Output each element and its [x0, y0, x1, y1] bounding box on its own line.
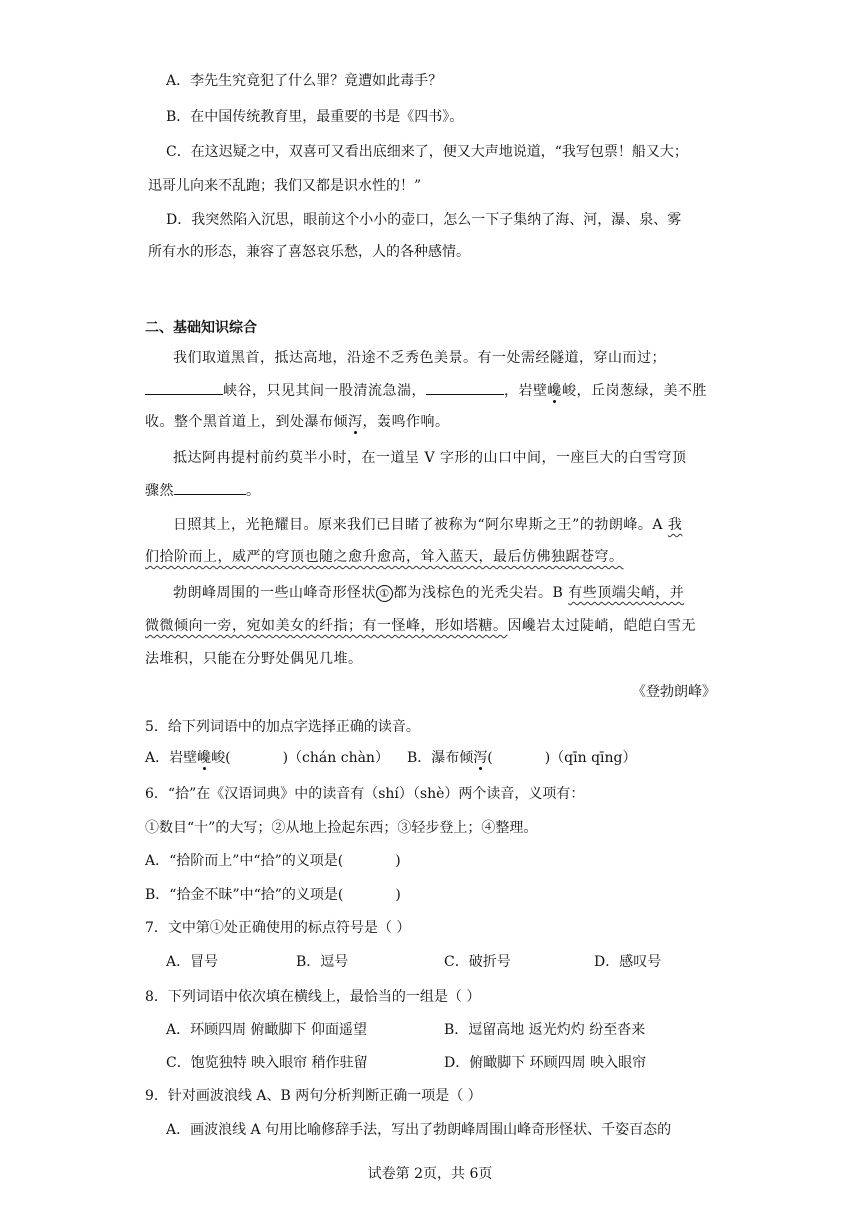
- circled-number-marker: ①: [376, 585, 393, 602]
- choice-d-line2: 所有水的形态，兼容了喜怒哀乐愁，人的各种感情。: [148, 244, 470, 260]
- passage-p2-line1: 抵达阿冉提村前约莫半小时，在一道呈 V 字形的山口中间，一座巨大的白雪穹顶: [173, 450, 687, 466]
- choice-c-line2: 迅哥儿向来不乱跑；我们又都是识水性的！”: [148, 178, 422, 194]
- fill-blank[interactable]: [174, 480, 246, 495]
- fill-blank[interactable]: [145, 380, 223, 395]
- q8-option-c[interactable]: C．饱览独特 映入眼帘 稍作驻留: [166, 1055, 368, 1071]
- choice-d-line1: D．我突然陷入沉思，眼前这个小小的壶口，怎么一下子集纳了海、河，瀑、泉、雾: [166, 212, 682, 228]
- q6-meanings: ①数目“十”的大写；②从地上捡起东西；③轻步登上；④整理。: [145, 820, 538, 836]
- wavy-underline-a: 们拾阶而上，威严的穹顶也随之愈升愈高，耸入蓝天，最后仿佛独踞苍穹。: [145, 549, 624, 565]
- wavy-underline-b: 有些顶端尖峭，并: [568, 585, 685, 601]
- passage-p1-line2: 峡谷，只见其间一股清流急湍， ，岩壁巉峻，丘岗葱绿，美不胜: [145, 380, 707, 401]
- q7-option-b[interactable]: B．逗号: [296, 954, 349, 970]
- passage-p2-line2: 骤然 。: [145, 480, 261, 501]
- passage-p4-line1: 勃朗峰周围的一些山峰奇形怪状 ① 都为浅棕色的光秃尖岩。B 有些顶端尖峭，并: [173, 585, 685, 601]
- q8-stem: 8．下列词语中依次填在横线上，最恰当的一组是（ ）: [145, 989, 481, 1005]
- q6-b: B．“拾金不昧”中“拾”的义项是( ): [145, 887, 401, 903]
- q8-option-d[interactable]: D．俯瞰脚下 环顾四周 映入眼帘: [444, 1055, 647, 1071]
- wavy-underline-b: 微微倾向一旁，宛如美女的纤指；有一怪峰，形如塔糖。: [145, 618, 508, 634]
- q6-a: A．“拾阶而上”中“拾”的义项是( ): [145, 853, 401, 869]
- q9-stem: 9．针对画波浪线 A、B 两句分析判断正确一项是（ ）: [145, 1088, 482, 1104]
- passage-p3-line2: [145, 547, 624, 567]
- q7-option-d[interactable]: D．感叹号: [594, 954, 662, 970]
- q8-option-b[interactable]: B．逗留高地 返光灼灼 纷至沓来: [444, 1022, 646, 1038]
- passage-p4-line3: 法堆积，只能在分野处偶见几堆。: [145, 651, 363, 667]
- q8-option-a[interactable]: A．环顾四周 俯瞰脚下 仰面遥望: [166, 1022, 368, 1038]
- dotted-char: 泻: [348, 414, 363, 430]
- page-footer: 试卷第 2页，共 6页: [367, 1166, 493, 1182]
- dotted-char: 泻: [473, 750, 488, 766]
- q7-option-c[interactable]: C．破折号: [444, 954, 511, 970]
- passage-p4-line2: 微微倾向一旁，宛如美女的纤指；有一怪峰，形如塔糖。因巉岩太过陡峭，皑皑白雪无: [145, 618, 696, 634]
- section-title: 二、基础知识综合: [145, 320, 257, 336]
- choice-c-line1: C．在这迟疑之中，双喜可又看出底细来了，便又大声地说道，“我写包票！船又大；: [166, 144, 688, 160]
- q5-stem: 5．给下列词语中的加点字选择正确的读音。: [145, 719, 420, 735]
- q5-options: A．岩壁巉峻( )（chán chàn） B．瀑布倾泻( )（qīn qīng）: [145, 750, 637, 766]
- passage-p3-line1: 日照其上，光艳耀目。原来我们已目睹了被称为“阿尔卑斯之王”的勃朗峰。A 我: [173, 517, 683, 533]
- passage-p1-line1: 我们取道黑首，抵达高地，沿途不乏秀色美景。有一处需经隧道，穿山而过；: [173, 350, 666, 366]
- passage-p1-line3: 收。整个黑首道上，到处瀑布倾泻，轰鸣作响。: [145, 414, 450, 430]
- wavy-underline-a: 我: [667, 517, 683, 533]
- q7-option-a[interactable]: A．冒号: [166, 954, 219, 970]
- dotted-char: 巉: [197, 750, 212, 766]
- dotted-char: 巉: [547, 383, 562, 399]
- choice-b: B．在中国传统教育里，最重要的书是《四书》。: [166, 109, 464, 125]
- q6-stem: 6．“拾”在《汉语词典》中的读音有（shí）（shè）两个读音，义项有：: [145, 786, 585, 802]
- q7-stem: 7．文中第①处正确使用的标点符号是（ ）: [145, 920, 411, 936]
- source-citation: 《登勃朗峰》: [632, 684, 716, 700]
- q9-option-a[interactable]: A．画波浪线 A 句用比喻修辞手法，写出了勃朗峰周围山峰奇形怪状、千姿百态的: [166, 1122, 672, 1138]
- fill-blank[interactable]: [426, 380, 504, 395]
- choice-a: A．李先生究竟犯了什么罪？竟遭如此毒手？: [166, 73, 443, 89]
